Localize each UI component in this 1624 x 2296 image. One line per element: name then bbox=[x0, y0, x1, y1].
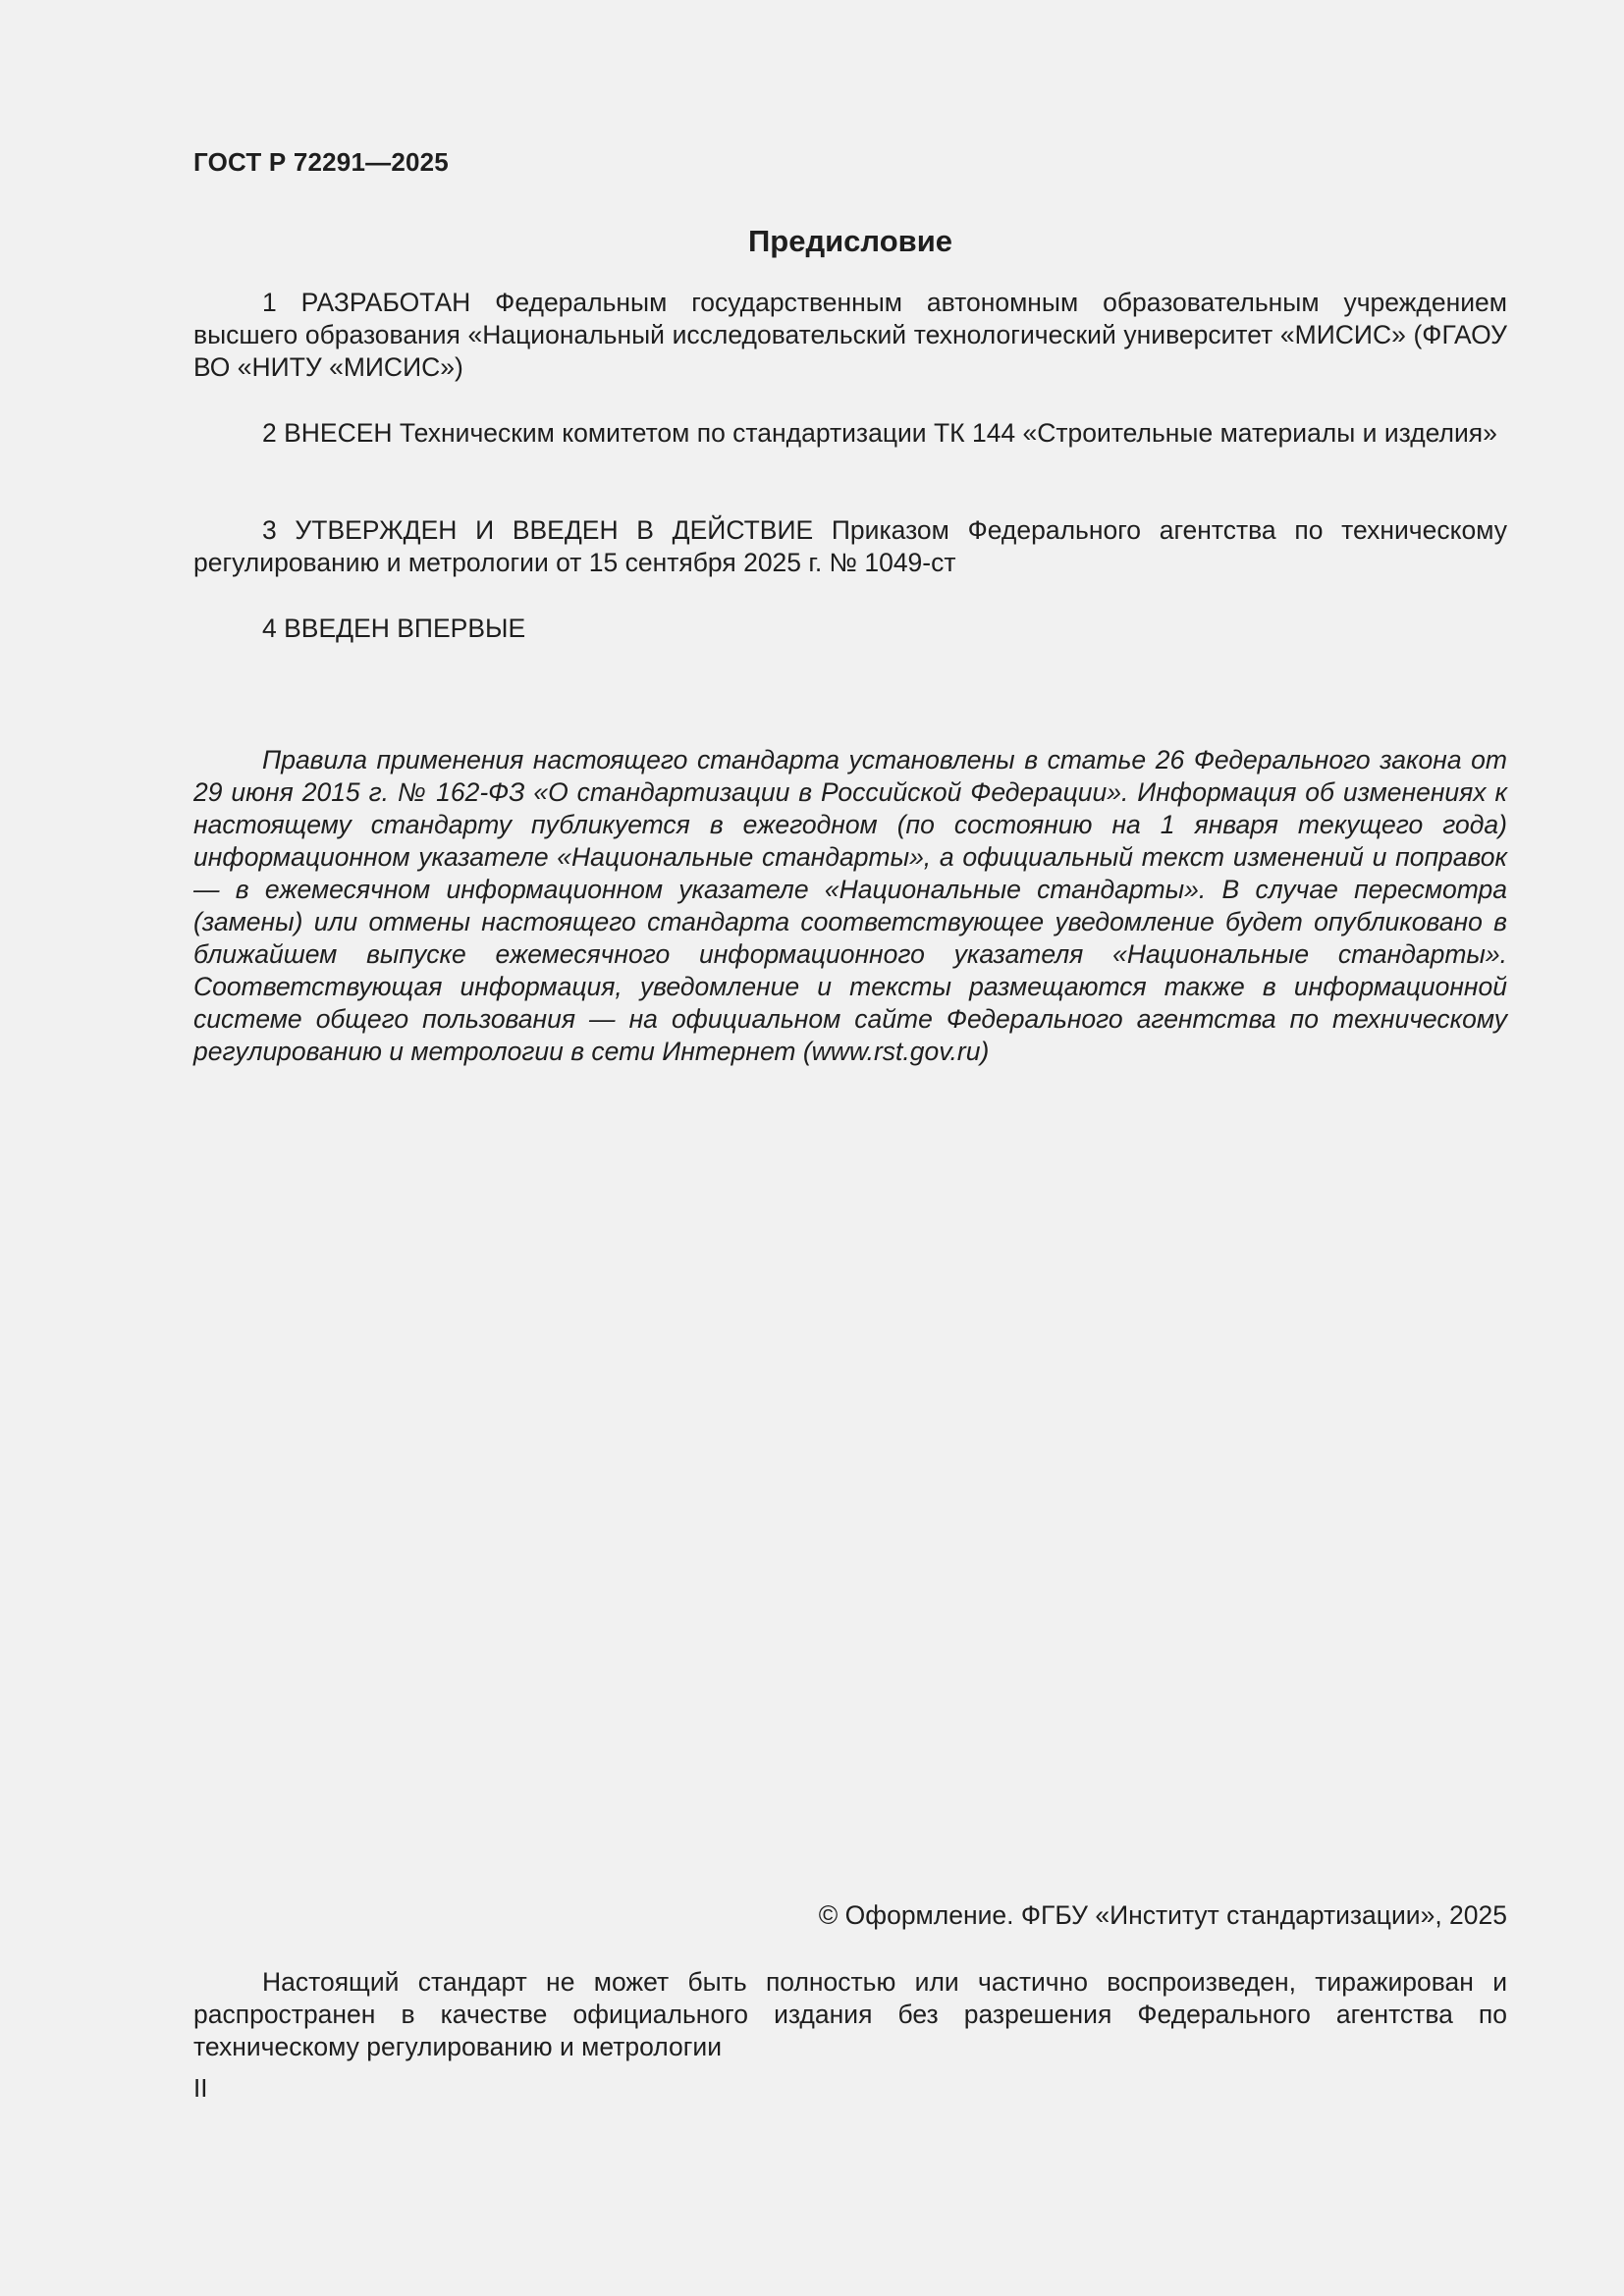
page-number: II bbox=[193, 2073, 208, 2103]
foreword-item-4: 4 ВВЕДЕН ВПЕРВЫЕ bbox=[262, 614, 526, 643]
foreword-item-2: 2 ВНЕСЕН Техническим комитетом по стандартизации ТК 144 «Строительные материалы и изделия» bbox=[262, 418, 1497, 448]
application-rules-text: Правила применения настоящего стандарта установлены в статье 26 Федерального закона от 29 июня 2015 г. № 162-ФЗ «О стандартизации в Российской Федерации». Информация об изменениях к настоящему стандарту публикуется в ежегодном (по состоянию на 1 января текущего года) информационном указателе «Национальные стандарты», а официальный текст изменений и поправок — в ежемесячном информационном указателе «Национальные стандарты». В случае пересмотра (замены) или отмены настоящего стандарта соответствующее уведомление будет опубликовано в ближайшем выпуске ежемесячного информационного указателя «Национальные стандарты». Соответствующая информация, уведомление и тексты размещаются также в информационной системе общего пользования — на официальном сайте Федерального агентства по техническому регулированию и метрологии в сети Интернет (www.rst.gov.ru) bbox=[193, 745, 1507, 1066]
document-code: ГОСТ Р 72291—2025 bbox=[193, 147, 449, 177]
reproduction-notice: Настоящий стандарт не может быть полностью или частично воспроизведен, тиражирован и распространен в качестве официального издания без разрешения Федерального агентства по техническому регулированию и метрологии bbox=[193, 1967, 1507, 2061]
copyright-line: © Оформление. ФГБУ «Институт стандартизации», 2025 bbox=[818, 1900, 1507, 1930]
foreword-item-3: 3 УТВЕРЖДЕН И ВВЕДЕН В ДЕЙСТВИЕ Приказом Федерального агентства по техническому регулированию и метрологии от 15 сентября 2025 г. № 1049-ст bbox=[193, 515, 1507, 577]
foreword-item-1: 1 РАЗРАБОТАН Федеральным государственным автономным образовательным учреждением высшего образования «Национальный исследовательский технологический университет «МИСИС» (ФГАОУ ВО «НИТУ «МИСИС») bbox=[193, 288, 1507, 382]
foreword-title: Предисловие bbox=[747, 224, 952, 258]
